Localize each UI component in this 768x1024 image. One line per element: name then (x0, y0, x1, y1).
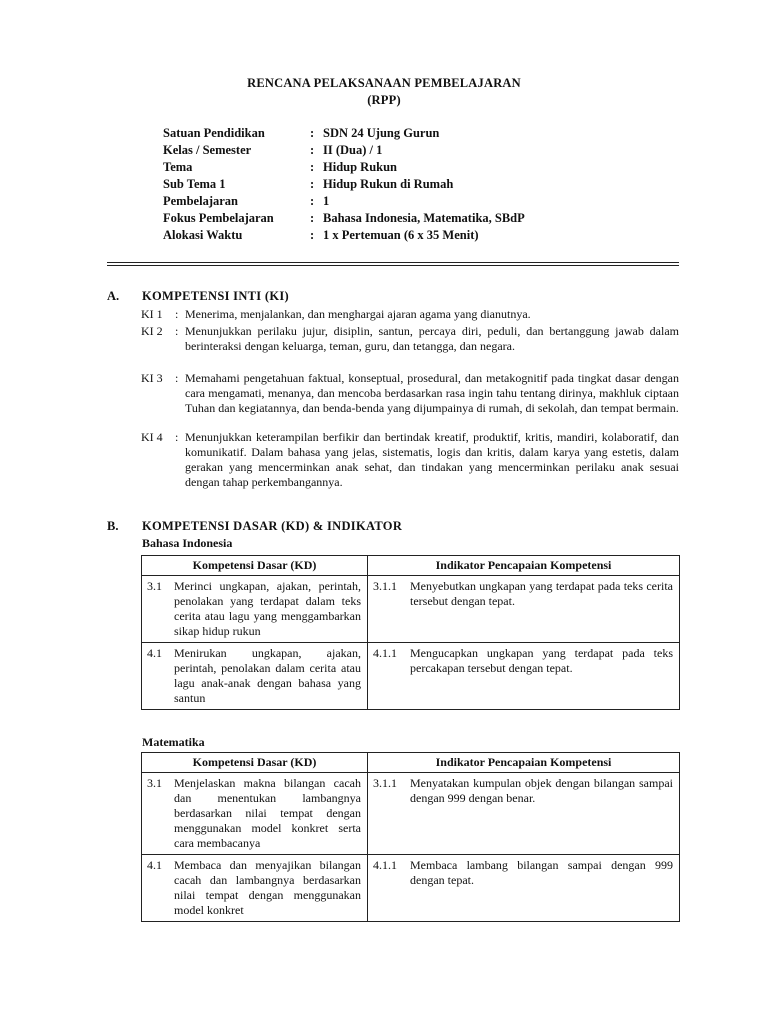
indicator-text: Menyebutkan ungkapan yang terdapat pada teks cerita tersebut dengan tepat. (410, 579, 673, 608)
kd-table (141, 752, 680, 922)
header-divider-line (107, 265, 679, 266)
kd-cell (142, 773, 368, 855)
identity-value: 1 x Pertemuan (6 x 35 Menit) (323, 228, 479, 242)
subject-heading: Bahasa Indonesia (142, 536, 233, 550)
table-row (142, 855, 680, 922)
ki-colon: : (175, 371, 179, 385)
document-subtitle: (RPP) (367, 93, 401, 107)
identity-label: Alokasi Waktu (163, 228, 243, 242)
identity-label: Pembelajaran (163, 194, 238, 208)
indicator-column-header: Indikator Pencapaian Kompetensi (368, 556, 680, 576)
identity-colon: : (310, 228, 315, 242)
kd-number: 3.1 (147, 776, 162, 790)
table-row (142, 576, 680, 643)
kd-text: Menjelaskan makna bilangan cacah dan menentukan lambangnya berdasarkan nilai tempat dengan menggunakan model konkret serta cara membacanya (174, 776, 361, 850)
section-a-letter: A. (107, 289, 120, 303)
indicator-number: 4.1.1 (373, 858, 397, 872)
ki-text: Menunjukkan keterampilan berfikir dan bertindak kreatif, produktif, kritis, mandiri, kolaboratif, dan komunikatif. Dalam bahasa yang jelas, sistematis, logis dan kritis, dalam karya yang estetis, dalam gerakan yang mencerminkan anak sehat, dan tindakan yang mencerminkan perilaku anak sesuai dengan tahap perkembangannya. (185, 430, 679, 489)
indicator-cell (368, 773, 680, 855)
kd-number: 4.1 (147, 646, 162, 660)
kd-column-header: Kompetensi Dasar (KD) (142, 753, 368, 773)
identity-colon: : (310, 143, 315, 157)
indicator-number: 3.1.1 (373, 579, 397, 593)
kd-table (141, 555, 680, 710)
kd-text: Merinci ungkapan, ajakan, perintah, penolakan yang terdapat dalam teks cerita atau lagu yang menggambarkan sikap hidup rukun (174, 579, 361, 638)
identity-value: SDN 24 Ujung Gurun (323, 126, 440, 140)
identity-label: Fokus Pembelajaran (163, 211, 274, 225)
ki-label: KI 3 (141, 371, 163, 385)
indicator-number: 4.1.1 (373, 646, 397, 660)
kd-cell (142, 855, 368, 922)
kd-number: 3.1 (147, 579, 162, 593)
kd-cell (142, 576, 368, 643)
identity-value: Hidup Rukun (323, 160, 398, 174)
section-a-title: KOMPETENSI INTI (KI) (142, 289, 289, 303)
header-divider-line (107, 262, 679, 263)
kd-table-header-row (142, 753, 680, 773)
identity-value: 1 (323, 194, 330, 208)
identity-colon: : (310, 194, 315, 208)
indicator-number: 3.1.1 (373, 776, 397, 790)
ki-label: KI 4 (141, 430, 163, 444)
identity-label: Satuan Pendidikan (163, 126, 265, 140)
identity-colon: : (310, 126, 315, 140)
ki-label: KI 2 (141, 324, 163, 338)
identity-value: II (Dua) / 1 (323, 143, 383, 157)
kd-text: Menirukan ungkapan, ajakan, perintah, penolakan dalam cerita atau lagu anak-anak dengan bahasa yang santun (174, 646, 361, 705)
identity-colon: : (310, 211, 315, 225)
identity-colon: : (310, 160, 315, 174)
kd-column-header: Kompetensi Dasar (KD) (142, 556, 368, 576)
ki-text: Menunjukkan perilaku jujur, disiplin, santun, percaya diri, peduli, dan bertanggung jawab dalam berinteraksi dengan keluarga, teman, guru, dan tetangga, dan negara. (185, 324, 679, 353)
table-row (142, 773, 680, 855)
ki-colon: : (175, 430, 179, 444)
section-b-title: KOMPETENSI DASAR (KD) & INDIKATOR (142, 519, 403, 533)
indicator-text: Menyatakan kumpulan objek dengan bilangan sampai dengan 999 dengan benar. (410, 776, 673, 805)
ki-colon: : (175, 324, 179, 338)
ki-colon: : (175, 307, 179, 321)
indicator-cell (368, 576, 680, 643)
indicator-text: Mengucapkan ungkapan yang terdapat pada teks percakapan tersebut dengan tepat. (410, 646, 673, 675)
indicator-cell (368, 855, 680, 922)
ki-text: Memahami pengetahuan faktual, konseptual, prosedural, dan metakognitif pada tingkat dasar dengan cara mengamati, menanya, dan mencoba berdasarkan rasa ingin tahu tentang dirinya, makhluk ciptaan Tuhan dan kegiatannya, dan benda-benda yang dijumpainya di rumah, di sekolah, dan tempat bermain. (185, 371, 679, 415)
identity-label: Sub Tema 1 (163, 177, 226, 191)
subject-heading: Matematika (142, 735, 205, 749)
section-b-letter: B. (107, 519, 119, 533)
kd-text: Membaca dan menyajikan bilangan cacah dan lambangnya berdasarkan nilai tempat dengan menggunakan model konkret (174, 858, 361, 917)
kd-cell (142, 643, 368, 710)
identity-colon: : (310, 177, 315, 191)
indicator-cell (368, 643, 680, 710)
identity-label: Kelas / Semester (163, 143, 252, 157)
document-title: RENCANA PELAKSANAAN PEMBELAJARAN (247, 76, 521, 90)
identity-value: Bahasa Indonesia, Matematika, SBdP (323, 211, 525, 225)
indicator-column-header: Indikator Pencapaian Kompetensi (368, 753, 680, 773)
kd-table-header-row (142, 556, 680, 576)
indicator-text: Membaca lambang bilangan sampai dengan 999 dengan tepat. (410, 858, 673, 887)
ki-label: KI 1 (141, 307, 163, 321)
identity-label: Tema (163, 160, 193, 174)
ki-text: Menerima, menjalankan, dan menghargai ajaran agama yang dianutnya. (185, 307, 531, 321)
kd-number: 4.1 (147, 858, 162, 872)
identity-value: Hidup Rukun di Rumah (323, 177, 454, 191)
table-row (142, 643, 680, 710)
